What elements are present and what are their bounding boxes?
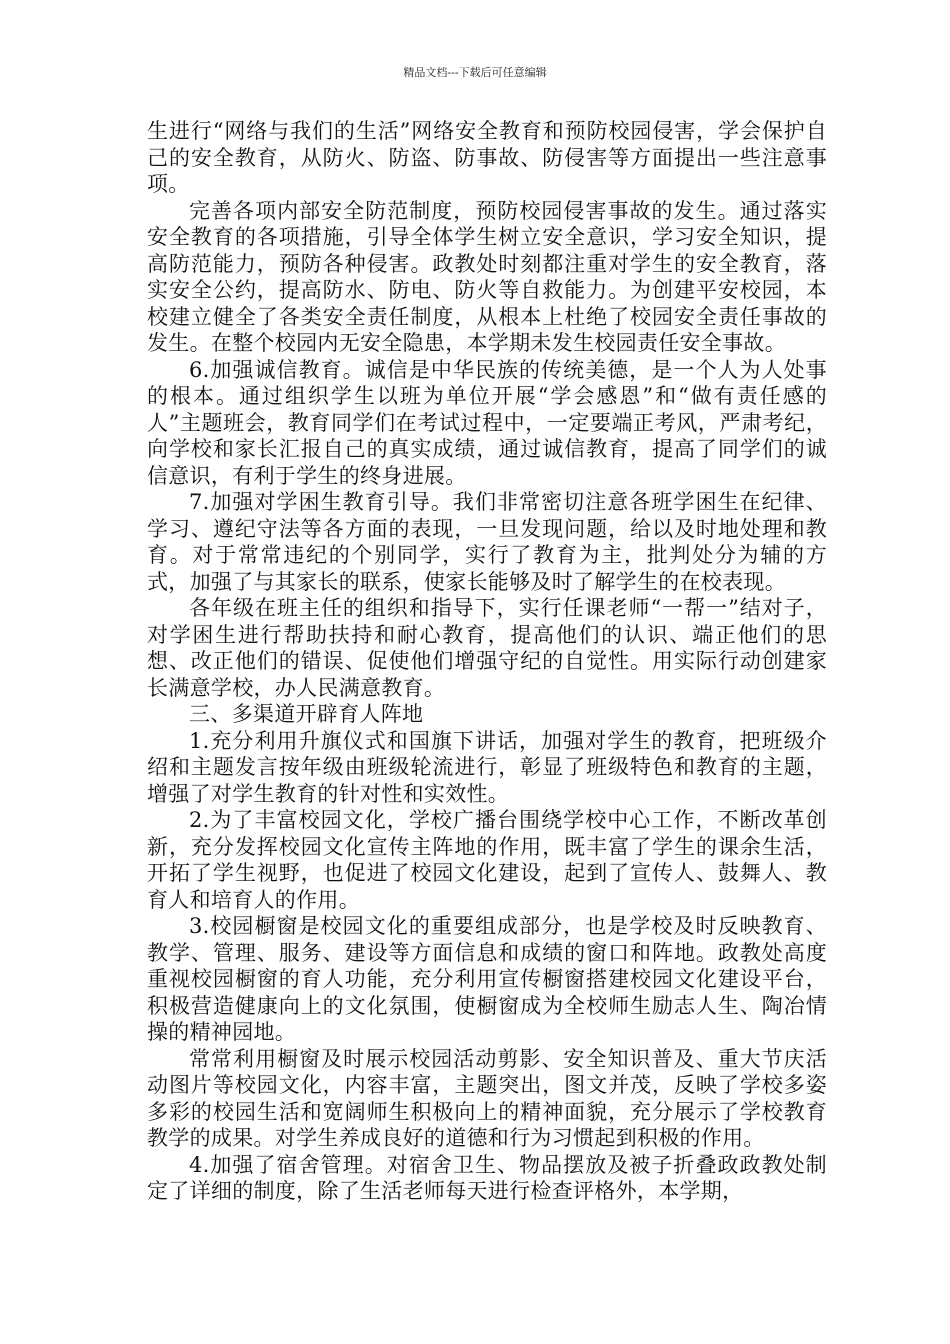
paragraph-campus-radio: 2.为了丰富校园文化，学校广播台围绕学校中心工作，不断改革创新，充分发挥校园文化宣传主阵地的作用，既丰富了学生的课余生活，开拓了学生视野，也促进了校园文化建设，起到了宣传人、鼓舞人、教育人和培育人的作用。: [147, 808, 827, 912]
paragraph-struggling-students: 7.加强对学困生教育引导。我们非常密切注意各班学困生在纪律、学习、遵纪守法等各方面的表现，一旦发现问题，给以及时地处理和教育。对于常常违纪的个别同学，实行了教育为主，批判处分为辅的方式，加强了与其家长的联系，使家长能够及时了解学生的在校表现。: [147, 490, 827, 594]
paragraph-window-exhibits: 常常利用橱窗及时展示校园活动剪影、安全知识普及、重大节庆活动图片等校园文化，内容丰富，主题突出，图文并茂，反映了学校多姿多彩的校园生活和宽阔师生积极向上的精神面貌，充分展示了学校教育教学的成果。对学生养成良好的道德和行为习惯起到积极的作用。: [147, 1046, 827, 1150]
paragraph-dorm-management: 4.加强了宿舍管理。对宿舍卫生、物品摆放及被子折叠政政教处制定了详细的制度，除了生活老师每天进行检查评格外，本学期，: [147, 1152, 827, 1203]
paragraph-safety-system: 完善各项内部安全防范制度，预防校园侵害事故的发生。通过落实安全教育的各项措施，引导全体学生树立安全意识，学习安全知识，提高防范能力，预防各种侵害。政教处时刻都注重对学生的安全教育，落实安全公约，提高防水、防电、防火等自救能力。为创建平安校园，本校建立健全了各类安全责任制度，从根本上杜绝了校园安全责任事故的发生。在整个校园内无安全隐患，本学期未发生校园责任安全事故。: [147, 198, 827, 355]
paragraph-display-windows: 3.校园橱窗是校园文化的重要组成部分，也是学校及时反映教育、教学、管理、服务、建设等方面信息和成绩的窗口和阵地。政教处高度重视校园橱窗的育人功能，充分利用宣传橱窗搭建校园文化建设平台，积极营造健康向上的文化氛围，使橱窗成为全校师生励志人生、陶冶情操的精神园地。: [147, 914, 827, 1044]
paragraph-continuation: 生进行“网络与我们的生活”网络安全教育和预防校园侵害，学会保护自己的安全教育，从防火、防盗、防事故、防侵害等方面提出一些注意事项。: [147, 119, 827, 196]
paragraph-pairing-support: 各年级在班主任的组织和指导下，实行任课老师“一帮一”结对子，对学困生进行帮助扶持和耐心教育，提高他们的认识、端正他们的思想、改正他们的错误、促使他们增强守纪的自觉性。用实际行动创建家长满意学校，办人民满意教育。: [147, 596, 828, 700]
page-header: 精品文档---下载后可任意编辑: [403, 66, 547, 79]
section-heading: 三、多渠道开辟育人阵地: [189, 702, 424, 726]
document-body: [147, 118, 827, 1205]
paragraph-integrity-education: 6.加强诚信教育。诚信是中华民族的传统美德，是一个人为人处事的根本。通过组织学生以班为单位开展“学会感恩”和“做有责任感的人”主题班会，教育同学们在考试过程中，一定要端正考风，严肃考纪，向学校和家长汇报自己的真实成绩，通过诚信教育，提高了同学们的诚信意识，有利于学生的终身进展。: [147, 357, 827, 488]
paragraph-flag-ceremony: 1.充分利用升旗仪式和国旗下讲话，加强对学生的教育，把班级介绍和主题发言按年级由班级轮流进行，彰显了班级特色和教育的主题，增强了对学生教育的针对性和实效性。: [147, 728, 827, 806]
